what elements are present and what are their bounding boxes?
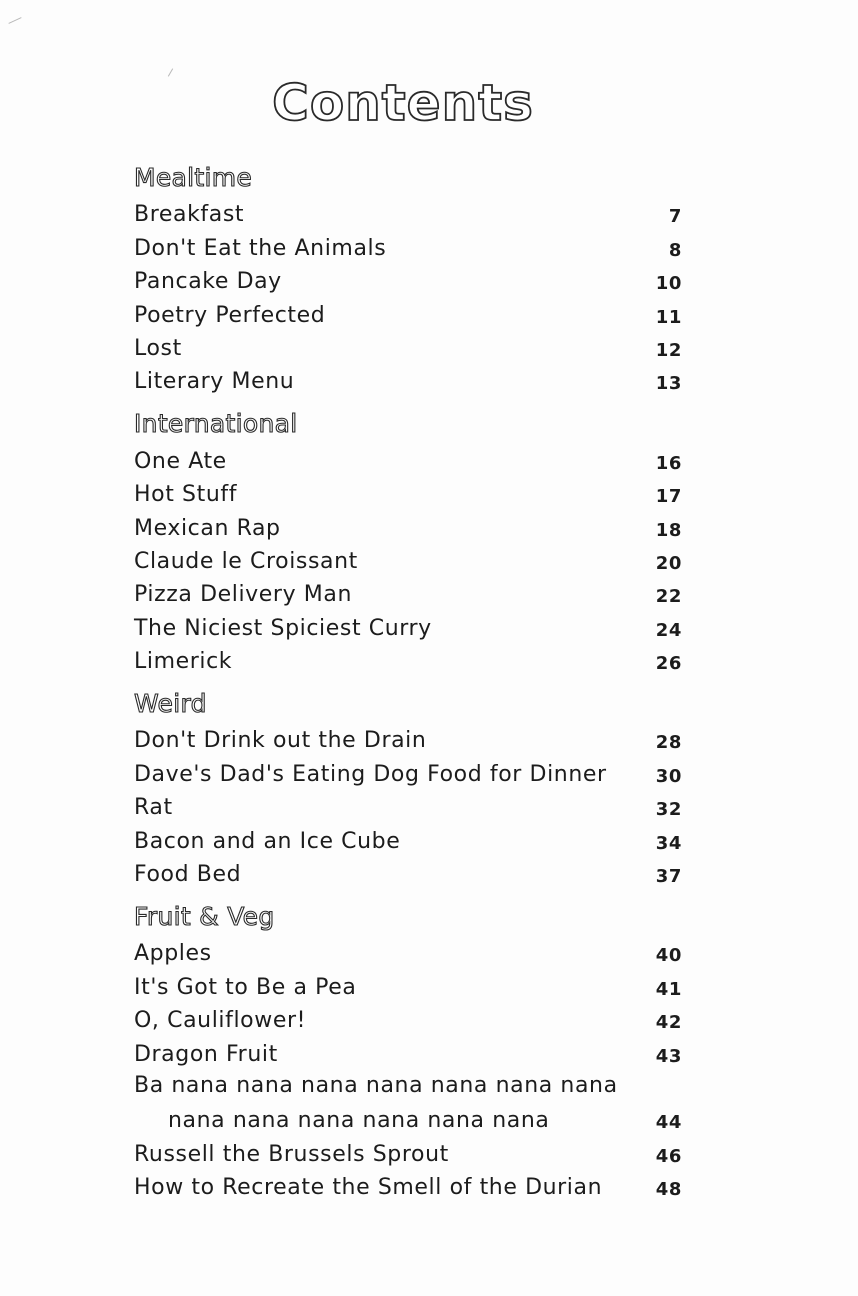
entry-page-number: 37 — [655, 866, 682, 888]
toc-entry[interactable] — [134, 856, 682, 889]
toc-entry[interactable] — [134, 476, 682, 509]
entry-page-number: 10 — [655, 273, 682, 295]
toc-entry[interactable] — [134, 1069, 682, 1136]
entry-title: Pancake Day — [134, 269, 282, 295]
pencil-mark — [8, 17, 21, 24]
section-fruit-and-veg — [134, 899, 682, 1202]
table-of-contents — [134, 160, 682, 1202]
entry-title: Rat — [134, 795, 173, 821]
entry-title: Hot Stuff — [134, 482, 238, 508]
entry-page-number: 12 — [655, 339, 682, 361]
toc-entry[interactable] — [134, 722, 682, 755]
entry-page-number: 7 — [668, 206, 682, 228]
section-international — [134, 406, 682, 676]
entry-title: Ba nana nana nana nana nana nana nana — [134, 1072, 618, 1098]
toc-entry[interactable] — [134, 509, 682, 542]
entry-title: Poetry Perfected — [134, 302, 326, 328]
entry-page-number: 18 — [655, 519, 682, 541]
toc-entry[interactable] — [134, 755, 682, 788]
section-heading: Weird — [134, 689, 207, 719]
entry-title: Dragon Fruit — [134, 1041, 278, 1067]
entry-page-number: 17 — [655, 486, 682, 508]
toc-entry[interactable] — [134, 643, 682, 676]
toc-entry[interactable] — [134, 543, 682, 576]
page-title: Contents — [272, 74, 534, 132]
entry-page-number: 20 — [655, 552, 682, 574]
toc-entry[interactable] — [134, 296, 682, 329]
entry-title: Don't Eat the Animals — [134, 235, 387, 261]
entry-page-number: 28 — [655, 732, 682, 754]
entry-page-number: 11 — [655, 306, 682, 328]
toc-entry[interactable] — [134, 363, 682, 396]
toc-entry[interactable] — [134, 789, 682, 822]
toc-entry[interactable] — [134, 442, 682, 475]
toc-entry[interactable] — [134, 609, 682, 642]
section-weird — [134, 686, 682, 889]
toc-entry[interactable] — [134, 229, 682, 262]
entry-page-number: 34 — [655, 832, 682, 854]
entry-page-number: 30 — [655, 765, 682, 787]
entry-title: Food Bed — [134, 862, 242, 888]
entry-title: Bacon and an Ice Cube — [134, 828, 401, 854]
toc-entry[interactable] — [134, 935, 682, 968]
entry-title: How to Recreate the Smell of the Durian — [134, 1175, 603, 1201]
entry-page-number: 43 — [655, 1045, 682, 1067]
entry-page-number: 16 — [655, 452, 682, 474]
toc-entry[interactable] — [134, 822, 682, 855]
entry-page-number: 22 — [655, 586, 682, 608]
entry-page-number: 48 — [655, 1179, 682, 1201]
toc-entry[interactable] — [134, 1169, 682, 1202]
toc-entry[interactable] — [134, 330, 682, 363]
section-heading: Fruit & Veg — [134, 902, 275, 932]
toc-entry[interactable] — [134, 1135, 682, 1168]
entry-title: The Niciest Spiciest Curry — [134, 615, 432, 641]
toc-entry[interactable] — [134, 1035, 682, 1068]
entry-title: Russell the Brussels Sprout — [134, 1141, 449, 1167]
section-heading: International — [134, 409, 298, 439]
entry-title-continuation: nana nana nana nana nana nana — [168, 1108, 550, 1134]
entry-title: Dave's Dad's Eating Dog Food for Dinner — [134, 761, 607, 787]
entry-title: It's Got to Be a Pea — [134, 974, 357, 1000]
section-mealtime — [134, 160, 682, 396]
entry-page-number: 46 — [655, 1145, 682, 1167]
toc-entry[interactable] — [134, 1002, 682, 1035]
entry-title: Lost — [134, 335, 182, 361]
entry-title: Apples — [134, 941, 212, 967]
entry-page-number: 26 — [655, 653, 682, 675]
entry-title: O, Cauliflower! — [134, 1008, 307, 1034]
entry-title: Limerick — [134, 649, 233, 675]
entry-title: Pizza Delivery Man — [134, 582, 352, 608]
entry-page-number: 13 — [655, 373, 682, 395]
entry-title: One Ate — [134, 448, 227, 474]
entry-title: Literary Menu — [134, 369, 295, 395]
entry-page-number: 32 — [655, 799, 682, 821]
toc-entry[interactable] — [134, 196, 682, 229]
entry-title: Mexican Rap — [134, 515, 281, 541]
toc-entry[interactable] — [134, 263, 682, 296]
entry-title: Claude le Croissant — [134, 548, 358, 574]
entry-page-number: 42 — [655, 1012, 682, 1034]
entry-page-number: 41 — [655, 978, 682, 1000]
section-heading: Mealtime — [134, 163, 253, 192]
toc-entry[interactable] — [134, 576, 682, 609]
entry-page-number: 8 — [668, 239, 682, 261]
entry-page-number: 44 — [655, 1112, 682, 1134]
toc-entry[interactable] — [134, 968, 682, 1001]
entry-page-number: 40 — [655, 945, 682, 967]
entry-page-number: 24 — [655, 619, 682, 641]
entry-title: Don't Drink out the Drain — [134, 728, 427, 754]
entry-title: Breakfast — [134, 202, 245, 228]
